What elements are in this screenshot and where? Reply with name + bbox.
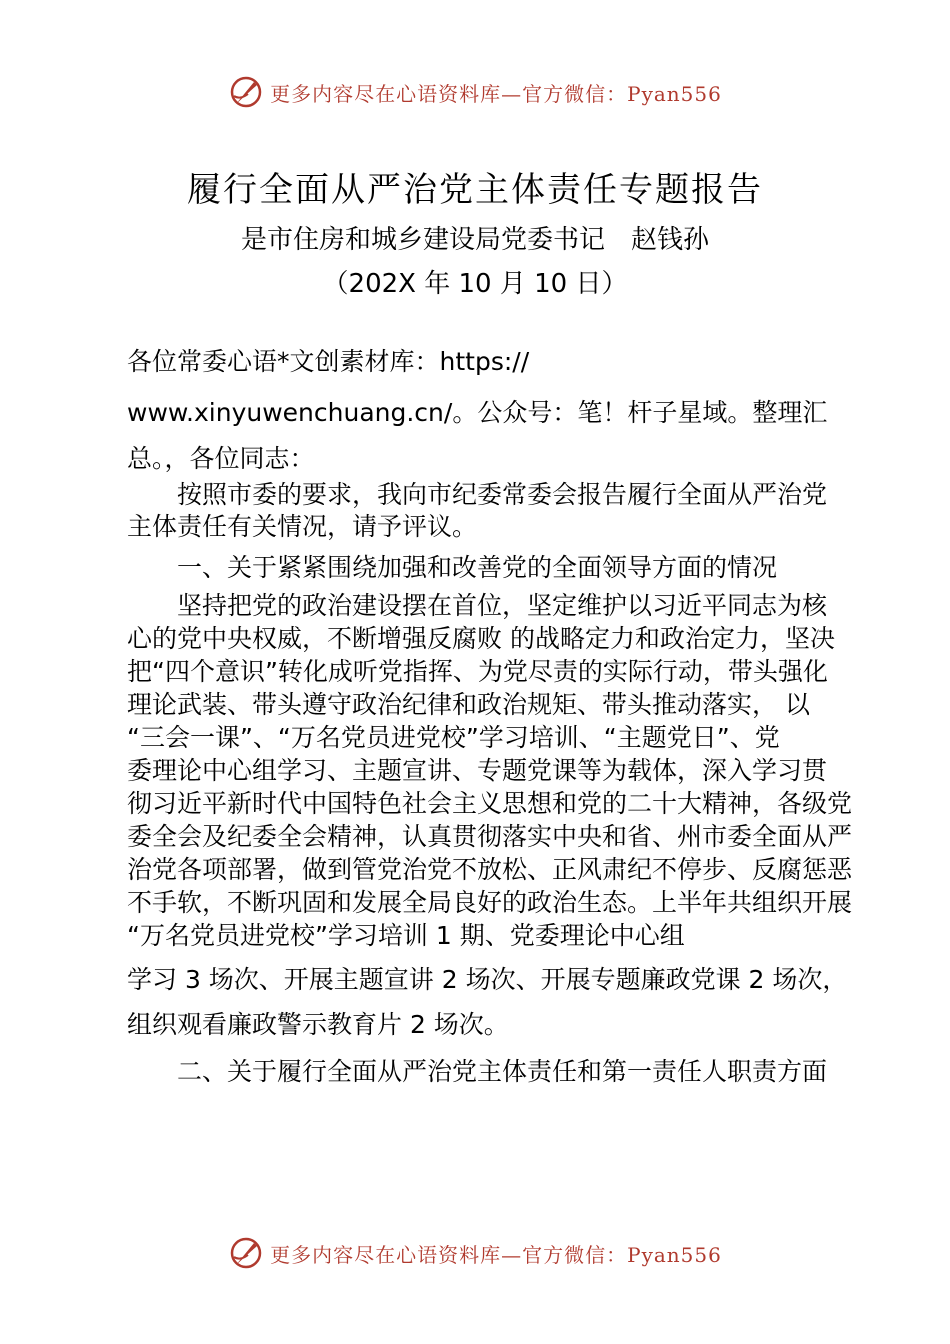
watermark-bottom — [0, 1233, 950, 1273]
body-line: “万名党员进党校”学习培训 1 期、党委理论中心组 — [127, 921, 685, 950]
body-line: 组织观看廉政警示教育片 2 场次。 — [127, 1010, 509, 1039]
body-line: 委全会及纪委全会精神，认真贯彻落实中央和省、州市委全面从严 — [127, 822, 853, 851]
body-line: 各位常委心语*文创素材库：https:// — [127, 347, 530, 376]
body-line: 总。，各位同志： — [127, 444, 315, 473]
body-line: 主体责任有关情况，请予评议。 — [127, 512, 478, 541]
body-line: 治党各项部署，做到管党治党不放松、正风肃纪不停步、反腐惩恶 — [127, 855, 853, 884]
quill-pen-logo-icon — [228, 1235, 264, 1271]
body-line: 理论武装、带头遵守政治纪律和政治规矩、带头推动落实， 以 — [127, 690, 810, 719]
quill-pen-logo-icon — [228, 74, 264, 110]
body-line: “三会一课”、“万名党员进党校”学习培训、“主题党日”、党 — [127, 723, 780, 752]
watermark-text: 更多内容尽在心语资料库—官方微信：Pyan556 — [270, 1242, 722, 1267]
body-line: 学习 3 场次、开展主题宣讲 2 场次、开展专题廉政党课 2 场次， — [127, 965, 848, 994]
date-line: （202X 年 10 月 10 日） — [322, 269, 628, 299]
body-line: 按照市委的要求，我向市纪委常委会报告履行全面从严治党 — [177, 480, 828, 509]
author-line: 是市住房和城乡建设局党委书记 赵钱孙 — [240, 225, 709, 255]
page-title: 履行全面从严治党主体责任专题报告 — [187, 170, 763, 210]
watermark-text: 更多内容尽在心语资料库—官方微信：Pyan556 — [270, 81, 722, 106]
section-heading: 二、关于履行全面从严治党主体责任和第一责任人职责方面 — [177, 1057, 828, 1086]
watermark-top — [0, 72, 950, 112]
body-line: 把“四个意识”转化成听党指挥、为党尽责的实际行动，带头强化 — [127, 657, 828, 686]
section-heading: 一、关于紧紧围绕加强和改善党的全面领导方面的情况 — [177, 553, 778, 582]
body-line: 彻习近平新时代中国特色社会主义思想和党的二十大精神，各级党 — [127, 789, 853, 818]
body-line: 委理论中心组学习、主题宣讲、专题党课等为载体，深入学习贯 — [127, 756, 828, 785]
body-line: 不手软，不断巩固和发展全局良好的政治生态。上半年共组织开展 — [127, 888, 853, 917]
body-line: 坚持把党的政治建设摆在首位，坚定维护以习近平同志为核 — [177, 591, 828, 620]
body-line: www.xinyuwenchuang.cn/。公众号：笔！杆子星域。整理汇 — [127, 398, 828, 427]
body-line: 心的党中央权威，不断增强反腐败 的战略定力和政治定力，坚决 — [127, 624, 835, 653]
